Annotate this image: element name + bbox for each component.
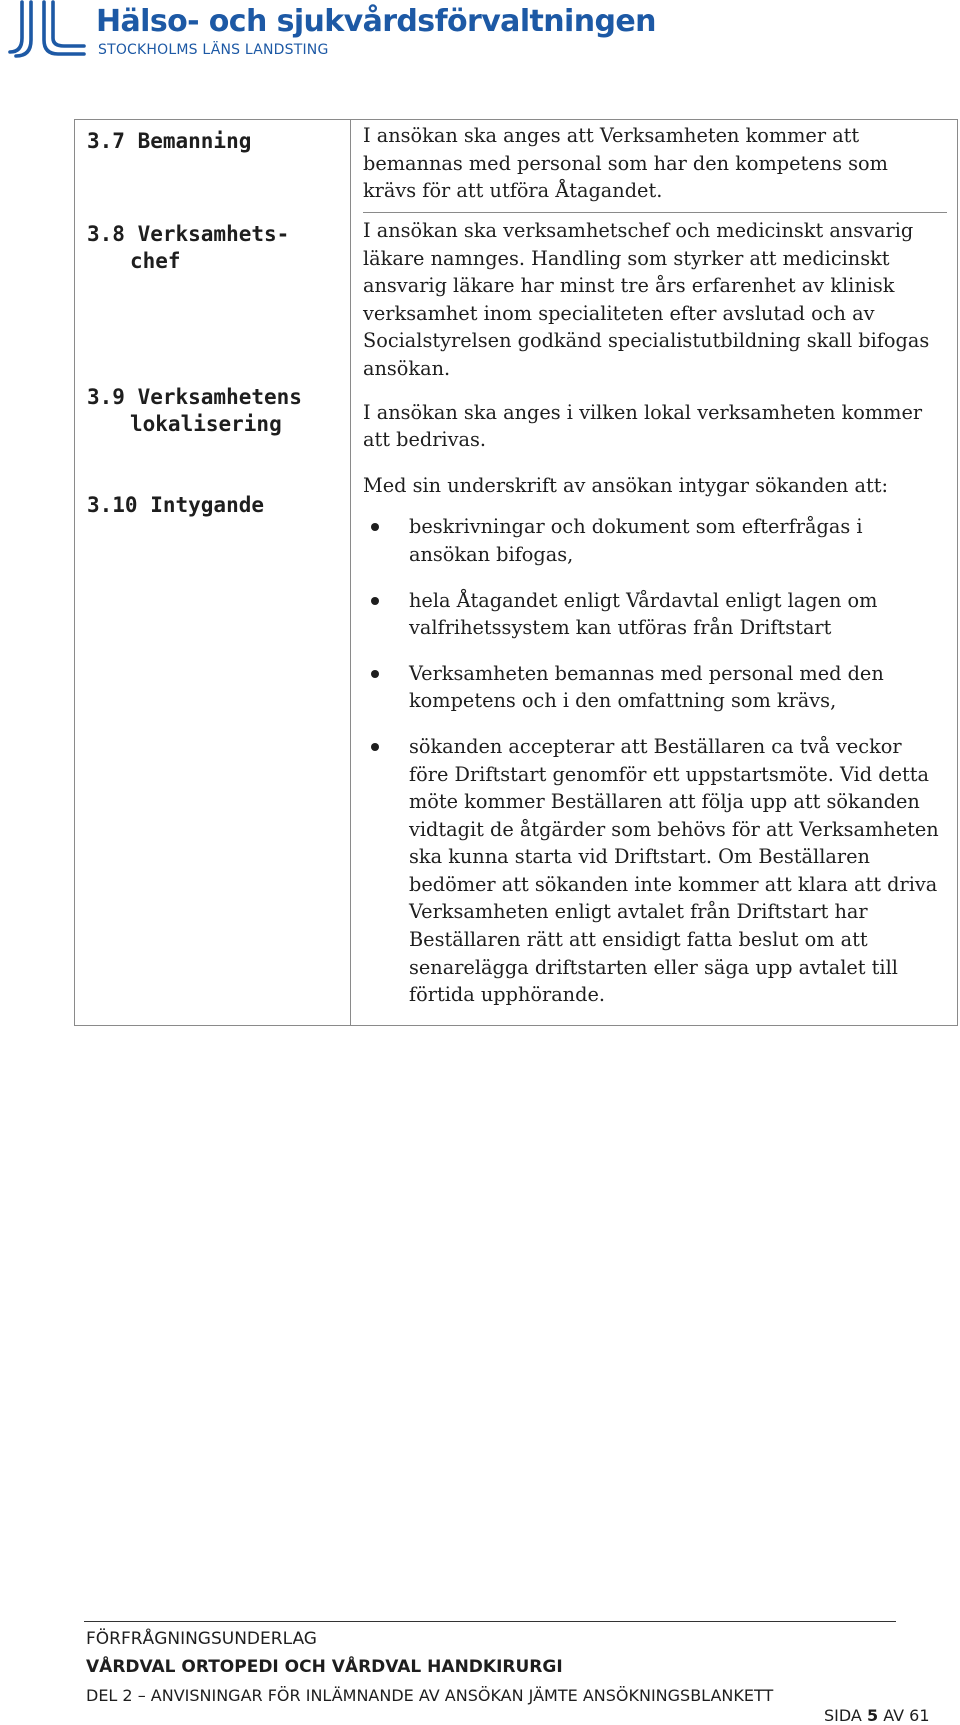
footer-document-type: FÖRFRÅGNINGSUNDERLAG xyxy=(86,1629,317,1649)
heading-3-8: 3.8 Verksamhets- chef xyxy=(87,222,290,273)
heading-3-9: 3.9 Verksamhetens lokalisering xyxy=(87,385,302,436)
section-3-7-body xyxy=(363,120,947,213)
footer-document-part: DEL 2 – ANVISNINGAR FÖR INLÄMNANDE AV ANSÖKAN JÄMTE ANSÖKNINGSBLANKETT xyxy=(86,1686,774,1705)
organization-subtitle: STOCKHOLMS LÄNS LANDSTING xyxy=(98,42,329,58)
section-3-10-body xyxy=(363,454,947,1025)
section-3-9-body xyxy=(363,383,947,454)
heading-3-10: 3.10 Intygande xyxy=(87,493,265,517)
section-3-8-body xyxy=(363,213,947,383)
section-3-7-text: I ansökan ska anges att Verksamheten kommer att bemannas med personal som har den kompetens som krävs för att utföra Åtagandet. xyxy=(363,124,888,203)
organization-name: Hälso- och sjukvårdsförvaltningen xyxy=(96,4,656,39)
section-3-9-text: I ansökan ska anges i vilken lokal verksamheten kommer att bedrivas. xyxy=(363,400,923,452)
landsting-logo xyxy=(8,0,88,58)
bullet-icon xyxy=(371,597,379,605)
list-item: sökanden accepterar att Beställaren ca två veckor före Driftstart genomför ett uppstartsmöte. Vid detta möte kommer Beställaren att följa upp att sökanden vidtagit de åtgärder som behövs för att Verksamheten ska kunna starta vid Driftstart. Om Beställaren bedömer att sökanden inte kommer att klara att driva Verksamheten enligt avtalet från Driftstart har Beställaren rätt att ensidigt fatta beslut om att senarelägga driftstarten eller säga upp avtalet till förtida upphörande. xyxy=(363,733,947,1009)
footer-document-title: VÅRDVAL ORTOPEDI OCH VÅRDVAL HANDKIRURGI xyxy=(86,1657,563,1677)
footer-divider xyxy=(84,1621,896,1622)
bullet-icon xyxy=(371,743,379,751)
heading-3-7: 3.7 Bemanning xyxy=(87,129,252,153)
bullet-icon xyxy=(371,670,379,678)
attestation-list xyxy=(363,513,947,1009)
section-table xyxy=(74,119,958,1026)
bullet-icon xyxy=(371,523,379,531)
list-item: hela Åtagandet enligt Vårdavtal enligt lagen om valfrihetssystem kan utföras från Driftstart xyxy=(363,587,947,642)
section-3-10-intro: Med sin underskrift av ansökan intygar sökanden att: xyxy=(363,473,888,497)
page-header xyxy=(8,0,708,60)
list-item: beskrivningar och dokument som efterfrågas i ansökan bifogas, xyxy=(363,513,947,568)
body-column xyxy=(351,120,957,1025)
page-number: SIDA 5 AV 61 xyxy=(824,1706,930,1725)
list-item: Verksamheten bemannas med personal med den kompetens och i den omfattning som krävs, xyxy=(363,660,947,715)
section-3-8-text: I ansökan ska verksamhetschef och medicinskt ansvarig läkare namnges. Handling som styrker att medicinskt ansvarig läkare har minst tre års erfarenhet av klinisk verksamhet inom specialiteten efter avslutad och av Socialstyrelsen godkänd specialistutbildning skall bifogas ansökan. xyxy=(363,219,930,380)
